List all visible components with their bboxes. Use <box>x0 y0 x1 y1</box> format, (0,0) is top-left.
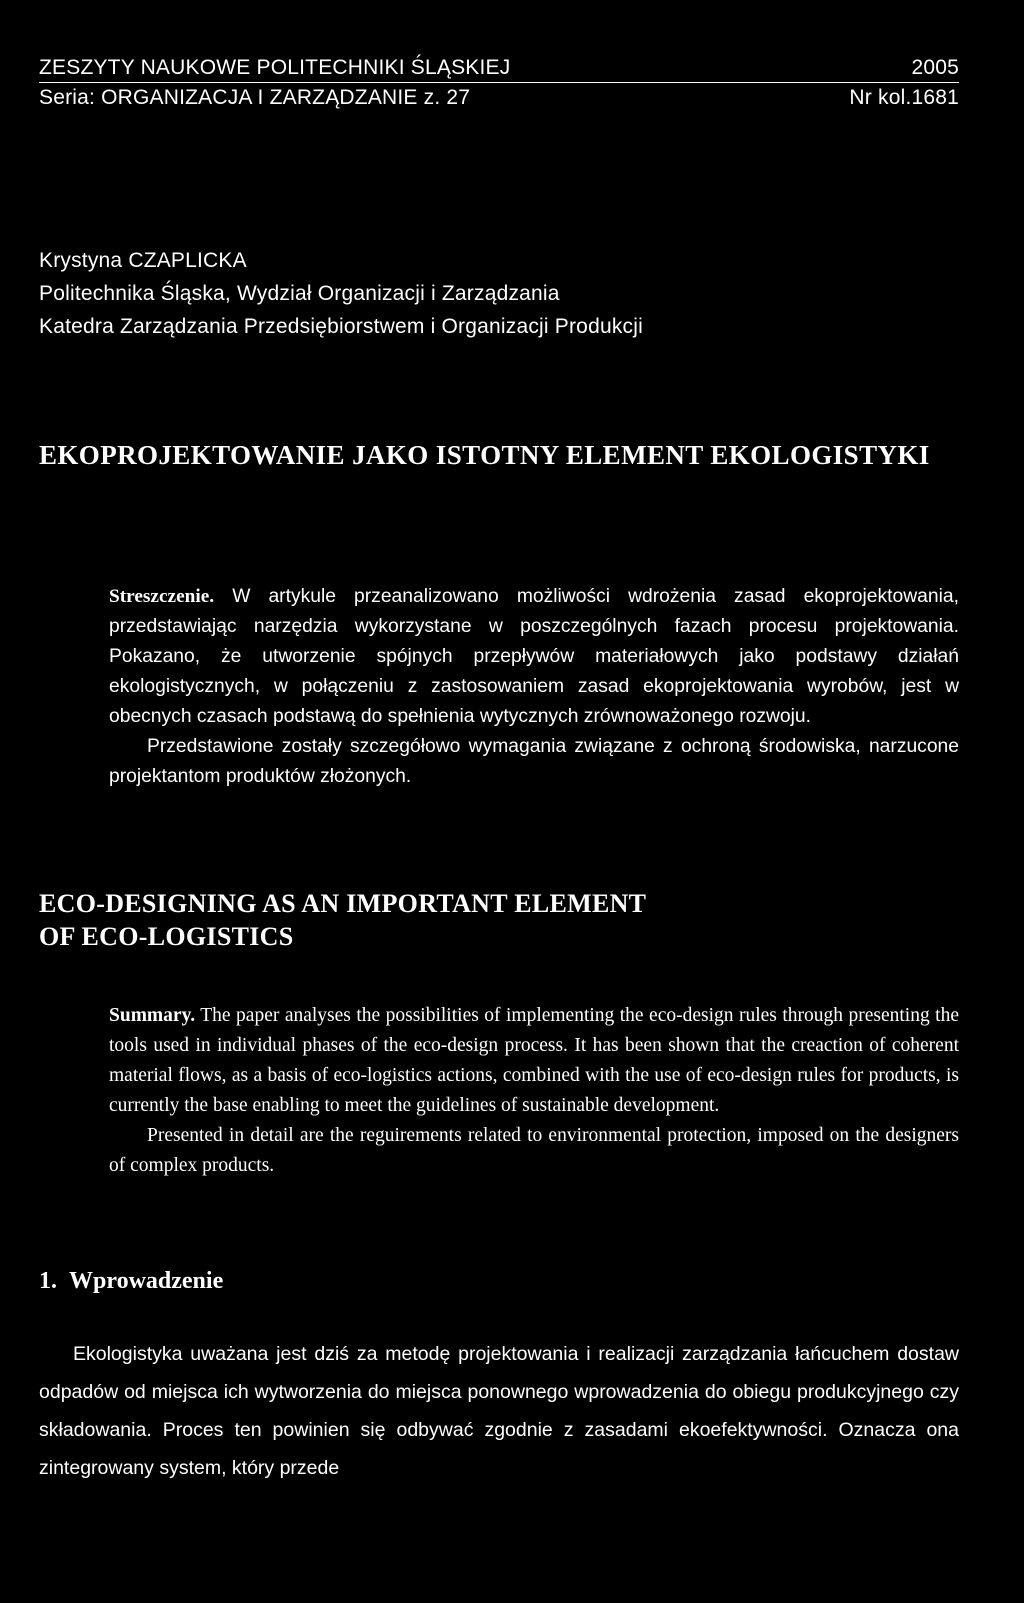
abstract-pl-lead: Streszczenie. <box>109 586 215 607</box>
author-block <box>39 244 643 343</box>
abstract-en-paragraph-2: Presented in detail are the reguirements related to environmental protection, imposed on the designers of complex products. <box>109 1125 959 1176</box>
abstract-pl <box>109 582 959 792</box>
section-body-paragraph: Ekologistyka uważana jest dziś za metodę projektowania i realizacji zarządzania łańcuchem dostaw odpadów od miejsca ich wytworzenia do miejsca ponownego wprowadzenia do obiegu produkcyjnego czy składowania. Proces ten powinien się odbywać zgodnie z zasadami ekoefektywności. Oznacza ona zintegrowany system, który przede <box>39 1343 959 1479</box>
paper-title-en <box>39 887 646 953</box>
author-institution: Politechnika Śląska, Wydział Organizacji i Zarządzania <box>39 282 560 305</box>
paper-title-pl: EKOPROJEKTOWANIE JAKO ISTOTNY ELEMENT EKOLOGISTYKI <box>39 440 930 470</box>
abstract-en-text-1: The paper analyses the possibilities of implementing the eco-design rules through presenting the tools used in individual phases of the eco-design process. It has been shown that the creaction of coherent material flows, as a basis of eco-logistics actions, combined with the use of eco-design rules for products, is currently the base enabling to meet the guidelines of sustainable development. <box>109 1005 959 1116</box>
abstract-en-lead: Summary. <box>109 1005 196 1026</box>
abstract-pl-paragraph-2: Przedstawione zostały szczegółowo wymagania związane z ochroną środowiska, narzucone projektantom produktów złożonych. <box>109 736 959 787</box>
abstract-pl-text-1: W artykule przeanalizowano możliwości wdrożenia zasad ekoprojektowania, przedstawiając narzędzia wykorzystane w poszczególnych fazach procesu projektowania. Pokazano, że utworzenie spójnych przepływów materiałowych jako podstawy działań ekologistycznych, w połączeniu z zastosowaniem zasad ekoprojektowania wyrobów, jest w obecnych czasach podstawą do spełnienia wytycznych zrównoważonego rozwoju. <box>109 586 959 727</box>
running-header <box>39 54 959 113</box>
paper-title-en-line-1: ECO-DESIGNING AS AN IMPORTANT ELEMENT <box>39 889 647 918</box>
section-title: Wprowadzenie <box>69 1268 224 1294</box>
section-heading <box>39 1266 223 1296</box>
journal-number: Nr kol.1681 <box>849 86 959 109</box>
journal-year: 2005 <box>911 56 959 79</box>
abstract-en <box>109 1001 959 1181</box>
journal-series: Seria: ORGANIZACJA I ZARZĄDZANIE z. 27 <box>39 86 471 109</box>
header-row-series <box>39 83 959 113</box>
abstract-pl-paragraph-1 <box>109 582 959 732</box>
author-name: Krystyna CZAPLICKA <box>39 249 247 272</box>
header-row-journal <box>39 54 959 83</box>
journal-name: ZESZYTY NAUKOWE POLITECHNIKI ŚLĄSKIEJ <box>39 56 511 79</box>
abstract-en-paragraph-1 <box>109 1001 959 1121</box>
section-number: 1. <box>39 1268 57 1294</box>
author-department: Katedra Zarządzania Przedsiębiorstwem i Organizacji Produkcji <box>39 315 643 338</box>
paper-title-en-line-2: OF ECO-LOGISTICS <box>39 922 294 951</box>
